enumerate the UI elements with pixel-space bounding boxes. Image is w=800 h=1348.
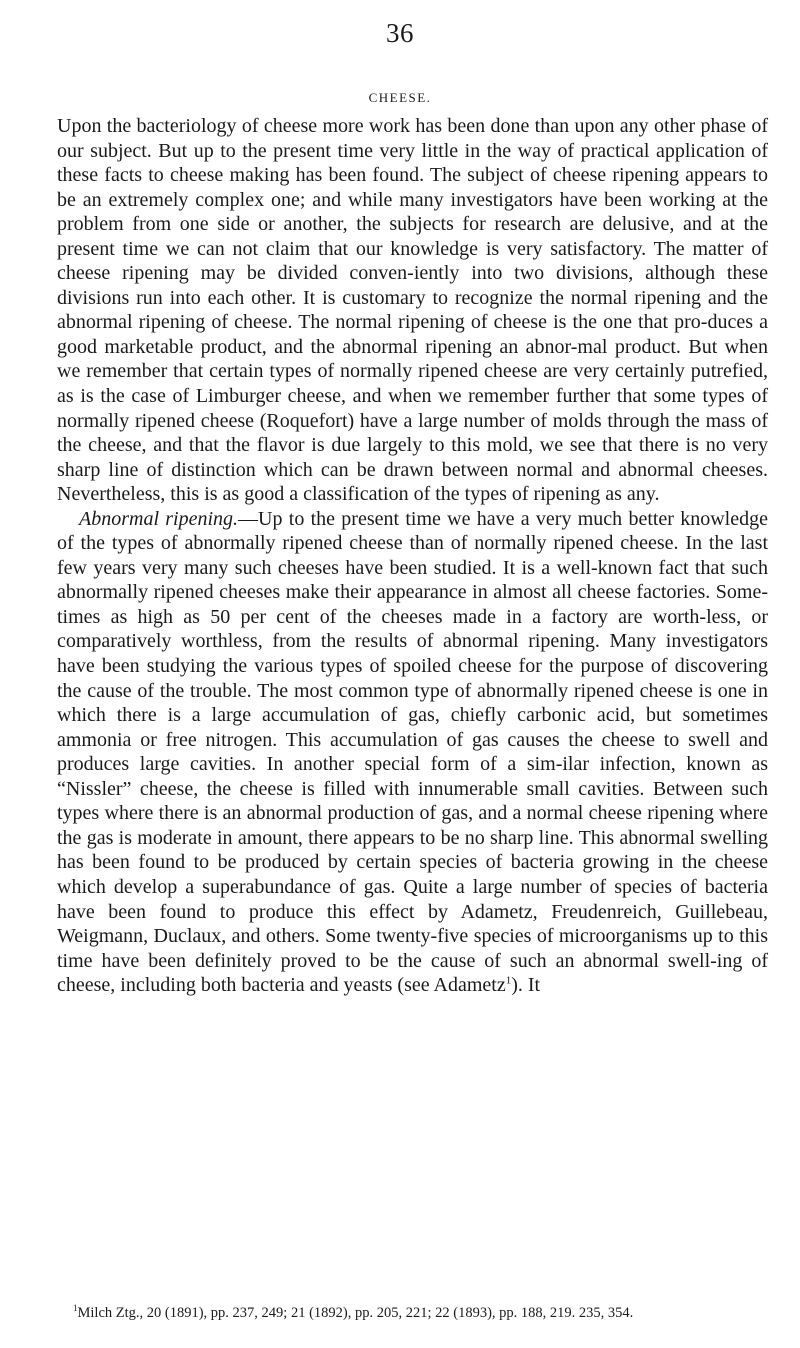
paragraph-2-tail: ). It xyxy=(511,974,541,997)
paragraph-1: Upon the bacteriology of cheese more work has been done than upon any other phase of our subject. But up to the present time very little in the way of practical application of these facts to cheese making has been found. The subject of cheese ripening appears to be an extremely complex one; and while many investigators have been working at the problem from one side or another, the subjects for research are delusive, and at the present time we can not claim that our knowledge is very satisfactory. The matter of cheese ripening may be divided conven-iently into two divisions, although these divisions run into each other. It is customary to recognize the normal ripening and the abnormal ripening of cheese. The normal ripening of cheese is the one that pro-duces a good marketable product, and the abnormal ripening an abnor-mal product. But when we remember that certain types of normally ripened cheese are very certainly putrefied, as is the case of Limburger cheese, and when we remember further that some types of normally ripened cheese (Roquefort) have a large number of molds through the mass of the cheese, and that the flavor is due largely to this mold, we see that there is no very sharp line of distinction which can be drawn between normal and abnormal cheeses. Nevertheless, this is as good a classification of the types of ripening as any. xyxy=(57,115,768,506)
section-heading-abnormal-ripening: Abnormal ripening. xyxy=(79,507,239,530)
footnotes xyxy=(57,1298,768,1323)
paragraph-2 xyxy=(57,507,768,998)
body-text xyxy=(57,114,768,998)
footnote-text: Milch Ztg., 20 (1891), pp. 237, 249; 21 (1892), pp. 205, 221; 22 (1893), pp. 188, 219. 235, 354. xyxy=(77,1304,634,1321)
footnote-marker: 1 xyxy=(73,1303,78,1313)
footnote-reference: 1 xyxy=(505,974,512,987)
footnote xyxy=(57,1298,768,1323)
running-head: CHEESE. xyxy=(368,90,432,105)
page-number: 36 xyxy=(386,18,414,48)
paragraph-2-text: —Up to the present time we have a very much better knowledge of the types of abnormally ripened cheese than of normally ripened cheese. In the last few years very many such cheeses have been studied. It is a well-known fact that such abnormally ripened cheeses make their appearance in almost all cheese factories. Some-times as high as 50 per cent of the cheeses made in a factory are worth-less, or comparatively worthless, from the results of abnormal ripening. Many investigators have been studying the various types of spoiled cheese for the purpose of discovering the cause of the trouble. The most common type of abnormally ripened cheese is one in which there is a large accumulation of gas, chiefly carbonic acid, but sometimes ammonia or free nitrogen. This accumulation of gas causes the cheese to swell and produces large cavities. In another special form of a sim-ilar infection, known as “Nissler” cheese, the cheese is filled with innumerable small cavities. Between such types where there is an abnormal production of gas, and a normal cheese ripening where the gas is moderate in amount, there appears to be no sharp line. This abnormal swelling has been found to be produced by certain species of bacteria growing in the cheese which develop a superabundance of gas. Quite a large number of species of bacteria have been found to produce this effect by Adametz, Freudenreich, Guillebeau, Weigmann, Duclaux, and others. Some twenty-five species of microorganisms up to this time have been definitely proved to be the cause of such an abnormal swell-ing of cheese, including both bacteria and yeasts (see Adametz xyxy=(57,507,768,997)
